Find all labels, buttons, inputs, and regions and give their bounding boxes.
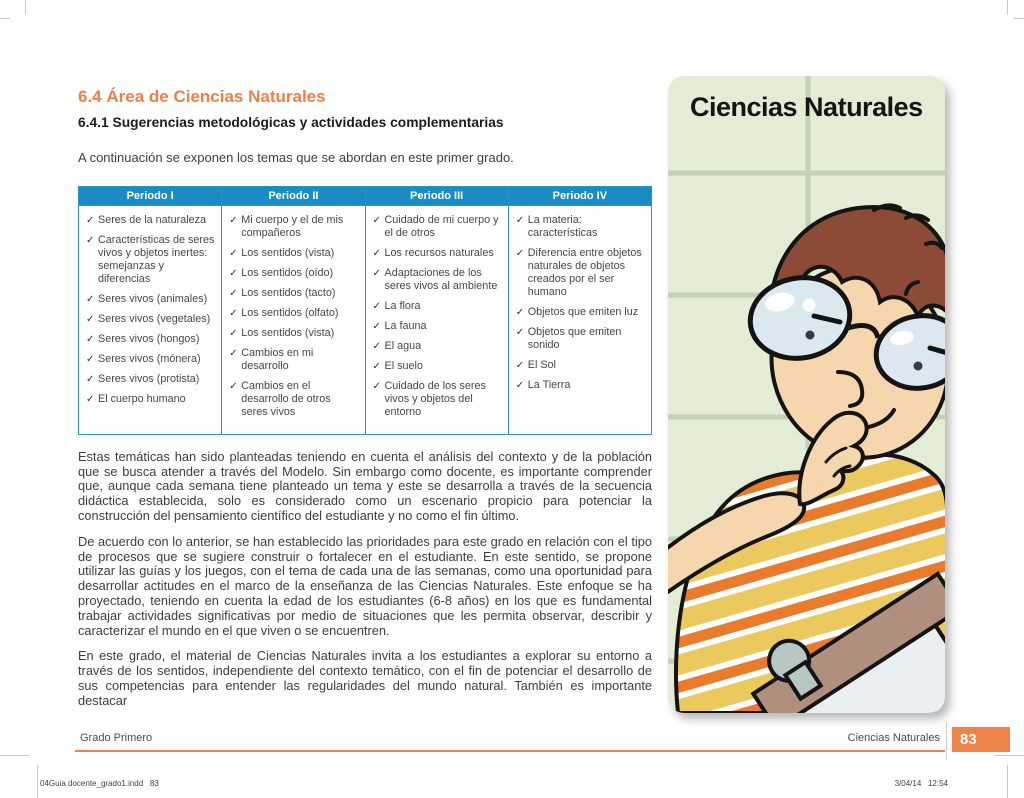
topic-item [229, 380, 359, 419]
topic-item [229, 287, 359, 300]
topic-item [86, 234, 216, 286]
intro-text: A continuación se exponen los temas que se abordan en este primer grado. [78, 149, 514, 165]
topic-text: Seres vivos (hongos) [98, 332, 200, 345]
crop-mark [37, 765, 38, 798]
boy-illustration [668, 76, 945, 713]
check-icon: ✓ [372, 214, 381, 226]
topic-text: Objetos que emiten luz [527, 305, 639, 318]
topic-text: Características de seres vivos y objetos inertes: semejanzas y diferencias [98, 233, 215, 285]
check-icon: ✓ [229, 327, 238, 339]
check-icon: ✓ [229, 347, 238, 359]
topic-item [373, 360, 503, 373]
topic-item [229, 267, 359, 280]
topic-text: El Sol [527, 358, 556, 371]
page-number-badge: 83 [952, 727, 1010, 752]
topic-item [86, 373, 216, 386]
topic-text: Los sentidos (vista) [241, 326, 335, 339]
check-icon: ✓ [86, 313, 95, 325]
check-icon: ✓ [86, 333, 95, 345]
topic-text: Cuidado de mi cuerpo y el de otros [384, 213, 499, 239]
crop-mark [0, 755, 30, 756]
section-heading: 6.4 Área de Ciencias Naturales [78, 87, 326, 106]
topic-item [516, 359, 646, 372]
topic-item [229, 247, 359, 260]
check-icon: ✓ [229, 267, 238, 279]
topic-text: Seres vivos (animales) [98, 292, 208, 305]
check-icon: ✓ [372, 247, 381, 259]
topic-item [86, 353, 216, 366]
topic-text: Los recursos naturales [384, 246, 494, 259]
check-icon: ✓ [372, 380, 381, 392]
check-icon: ✓ [372, 320, 381, 332]
topic-text: Los sentidos (olfato) [241, 306, 339, 319]
topic-text: Cambios en el desarrollo de otros seres vivos [241, 379, 331, 418]
illustration-card [668, 76, 945, 713]
crop-mark [0, 18, 10, 19]
topic-text: Diferencia entre objetos naturales de objetos creados por el ser humano [527, 246, 642, 298]
print-datetime: 3/04/14 12:54 [894, 779, 948, 788]
topic-item [373, 320, 503, 333]
topic-item [86, 214, 216, 227]
check-icon: ✓ [229, 214, 238, 226]
topic-text: Seres vivos (vegetales) [98, 312, 211, 325]
period-cell [79, 205, 222, 434]
crop-mark [25, 0, 26, 15]
topic-item [229, 347, 359, 373]
crop-mark [1013, 18, 1024, 19]
topic-item [229, 307, 359, 320]
period-header: Periodo IV [508, 186, 651, 205]
topic-item [516, 379, 646, 392]
topic-item [516, 214, 646, 240]
topic-item [516, 306, 646, 319]
topic-list [79, 206, 221, 421]
topic-item [373, 300, 503, 313]
body-paragraph: En este grado, el material de Ciencias Naturales invita a los estudiantes a explorar su entorno a través de los sentidos, independiente del contexto temático, con el fin de potenciar el desarrollo de sus competencias para entender las regularidades del mundo natural. También es importante destacar [78, 648, 652, 708]
periods-table [78, 186, 652, 435]
topic-item [86, 333, 216, 346]
crop-mark [1007, 765, 1008, 798]
topic-text: Adaptaciones de los seres vivos al ambiente [384, 266, 498, 292]
topic-text: Cambios en mi desarrollo [241, 346, 314, 372]
period-cell [508, 205, 651, 434]
footer-left-text: Grado Primero [80, 732, 153, 744]
check-icon: ✓ [86, 373, 95, 385]
subsection-heading: 6.4.1 Sugerencias metodológicas y actividades complementarias [78, 114, 504, 130]
body-paragraph: Estas temáticas han sido planteadas teniendo en cuenta el análisis del contexto y de la población que se busca atender a través del Modelo. Sin embargo como docente, es importante comprender que, aunque cada semana tiene planteado un tema y este se desarrolla a través de la secuencia didáctica establecida, solo es considerado como un escenario propicio para potenciar la construcción del pensamiento científico del estudiante y no como el fin último. [78, 448, 652, 524]
footer-rule [75, 750, 945, 752]
topic-item [516, 247, 646, 299]
topic-list [366, 206, 508, 434]
period-header: Periodo III [365, 186, 508, 205]
check-icon: ✓ [372, 360, 381, 372]
period-cell [365, 205, 508, 434]
check-icon: ✓ [229, 307, 238, 319]
check-icon: ✓ [515, 306, 525, 318]
topic-text: Los sentidos (vista) [241, 246, 335, 259]
topic-item [86, 393, 216, 406]
check-icon: ✓ [86, 353, 95, 365]
topic-text: La materia: características [527, 213, 598, 239]
topic-text: El cuerpo humano [98, 392, 186, 405]
topic-text: La Tierra [527, 378, 571, 391]
check-icon: ✓ [515, 379, 525, 391]
body-paragraph: De acuerdo con lo anterior, se han establecido las prioridades para este grado en relación con el tipo de procesos que se sugiere construir o fortalecer en el estudiante. En este sentido, se propone utilizar las guías y los juegos, con el tema de cada una de las semanas, como una oportunidad para desarrollar actitudes en el marco de la enseñanza de las Ciencias Naturales. Este enfoque se ha proyectado, teniendo en cuenta la edad de los estudiantes (6-8 años) en los que es fundamental trabajar actividades significativas por medio de situaciones que les permita observar, describir y caracterizar el mundo en el que viven o se encuentren. [78, 533, 652, 638]
check-icon: ✓ [86, 234, 95, 246]
periods-table-body-row [79, 205, 652, 434]
topic-item [229, 214, 359, 240]
check-icon: ✓ [372, 267, 381, 279]
topic-text: La flora [384, 299, 421, 312]
topic-item [86, 293, 216, 306]
crop-mark [994, 755, 1024, 756]
topic-text: Objetos que emiten sonido [527, 325, 622, 351]
check-icon: ✓ [229, 287, 238, 299]
topic-text: Mi cuerpo y el de mis compañeros [241, 213, 344, 239]
main-content [78, 88, 652, 709]
topic-text: Cuidado de los seres vivos y objetos del entorno [384, 379, 486, 418]
print-filename: 04Guia docente_grado1.indd 83 [40, 779, 159, 788]
period-header: Periodo I [79, 186, 222, 205]
topic-text: Seres vivos (protista) [98, 372, 200, 385]
topic-list [222, 206, 364, 434]
check-icon: ✓ [229, 380, 238, 392]
topic-text: Los sentidos (tacto) [241, 286, 336, 299]
topic-text: Seres vivos (mónera) [98, 352, 201, 365]
period-header: Periodo II [222, 186, 365, 205]
topic-item [516, 326, 646, 352]
check-icon: ✓ [515, 214, 525, 226]
topic-item [373, 247, 503, 260]
topic-text: Seres de la naturaleza [98, 213, 207, 226]
topic-item [86, 313, 216, 326]
topic-text: El suelo [384, 359, 423, 372]
body-paragraphs [78, 450, 652, 709]
check-icon: ✓ [86, 393, 95, 405]
topic-list [509, 206, 651, 407]
topic-item [373, 267, 503, 293]
topic-item [373, 340, 503, 353]
check-icon: ✓ [372, 340, 381, 352]
topic-item [373, 380, 503, 419]
check-icon: ✓ [515, 326, 525, 338]
check-icon: ✓ [229, 247, 238, 259]
periods-table-head-row [79, 186, 652, 205]
topic-text: El agua [384, 339, 422, 352]
trim-mark [946, 722, 947, 760]
check-icon: ✓ [515, 247, 525, 259]
topic-item [229, 327, 359, 340]
topic-text: La fauna [384, 319, 427, 332]
period-cell [222, 205, 365, 434]
check-icon: ✓ [86, 214, 95, 226]
check-icon: ✓ [372, 300, 381, 312]
illustration-title: Ciencias Naturales [690, 92, 923, 122]
check-icon: ✓ [86, 293, 95, 305]
check-icon: ✓ [515, 359, 525, 371]
topic-item [373, 214, 503, 240]
topic-text: Los sentidos (oído) [241, 266, 334, 279]
footer-right-text: Ciencias Naturales [847, 732, 940, 744]
crop-mark [1007, 0, 1008, 15]
